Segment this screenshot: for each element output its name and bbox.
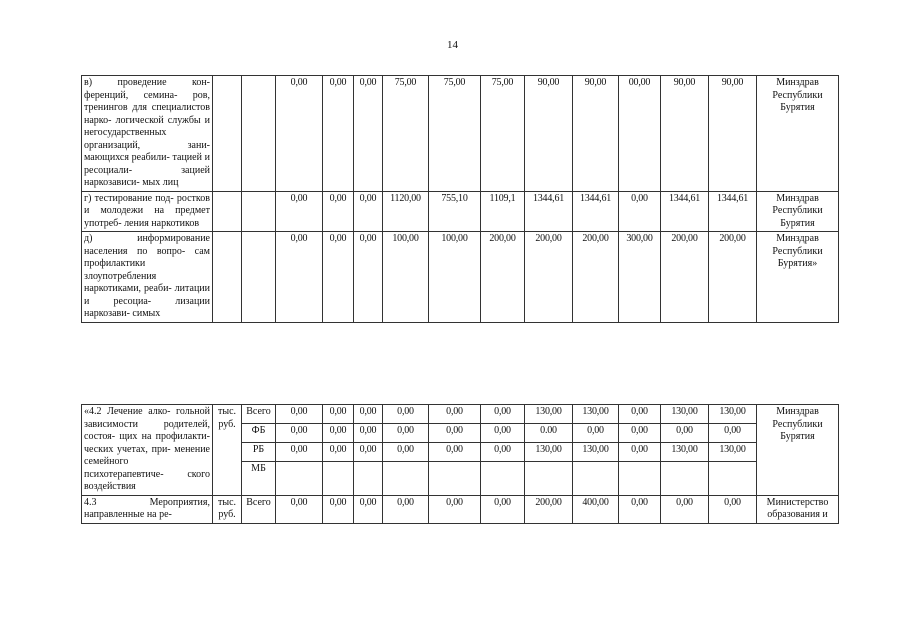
table-row (82, 191, 839, 232)
value-cell: 0,00 (481, 405, 525, 424)
value-cell (276, 461, 323, 495)
activity-name-cell: 4.3 Мероприятия, направленные на ре- (82, 495, 213, 523)
value-cell: 0,00 (323, 232, 354, 323)
value-cell: 200,00 (525, 232, 573, 323)
value-cell (709, 461, 757, 495)
activity-name-cell: д) информирование населения по вопро- сам профилактики злоупотребления наркотиками, реаби- литации и ресоциа- лизации наркозави- симых (82, 232, 213, 323)
table-row (82, 76, 839, 192)
value-cell: 300,00 (619, 232, 661, 323)
funding-source-cell: МБ (242, 461, 276, 495)
program-table-top (81, 75, 839, 323)
value-cell (481, 461, 525, 495)
program-table-bottom (81, 404, 839, 524)
value-cell: 0,00 (709, 495, 757, 523)
value-cell: 0,00 (619, 442, 661, 461)
table-row (82, 232, 839, 323)
value-cell: 0,00 (354, 423, 383, 442)
value-cell: 0,00 (619, 191, 661, 232)
activity-name-cell: г) тестирование под- ростков и молодежи на предмет употреб- ления наркотиков (82, 191, 213, 232)
value-cell: 0,00 (354, 191, 383, 232)
value-cell: 1109,1 (481, 191, 525, 232)
value-cell: 0,00 (323, 423, 354, 442)
value-cell (661, 461, 709, 495)
value-cell: 90,00 (709, 76, 757, 192)
funding-source-cell (242, 191, 276, 232)
responsible-cell: Министерство образования и (757, 495, 839, 523)
value-cell: 0,00 (323, 76, 354, 192)
value-cell: 0,00 (354, 76, 383, 192)
value-cell (525, 461, 573, 495)
value-cell: 400,00 (573, 495, 619, 523)
value-cell: 0,00 (481, 495, 525, 523)
value-cell: 0,00 (354, 232, 383, 323)
value-cell: 130,00 (661, 405, 709, 424)
value-cell: 200,00 (709, 232, 757, 323)
activity-name-cell: в) проведение кон- ференций, семина- ров, тренингов для специалистов нарко- логической службы и негосударственных организаций, зани- мающихся реабили- тацией и ресоциали- зацией наркозависи- мых лиц (82, 76, 213, 192)
funding-source-cell: ФБ (242, 423, 276, 442)
value-cell: 0,00 (323, 442, 354, 461)
funding-source-cell (242, 232, 276, 323)
unit-cell (213, 76, 242, 192)
value-cell: 75,00 (383, 76, 429, 192)
value-cell: 1344,61 (709, 191, 757, 232)
value-cell: 0,00 (354, 442, 383, 461)
value-cell: 0,00 (276, 76, 323, 192)
funding-source-cell: Всего (242, 405, 276, 424)
value-cell: 00,00 (619, 76, 661, 192)
value-cell: 130,00 (661, 442, 709, 461)
value-cell: 0,00 (661, 423, 709, 442)
value-cell: 130,00 (525, 405, 573, 424)
value-cell: 0,00 (276, 442, 323, 461)
unit-cell (213, 232, 242, 323)
value-cell (383, 461, 429, 495)
value-cell: 200,00 (573, 232, 619, 323)
value-cell: 1344,61 (573, 191, 619, 232)
value-cell: 1120,00 (383, 191, 429, 232)
value-cell: 0,00 (709, 423, 757, 442)
value-cell: 755,10 (429, 191, 481, 232)
value-cell: 130,00 (525, 442, 573, 461)
value-cell: 0.00 (525, 423, 573, 442)
value-cell: 0,00 (619, 495, 661, 523)
value-cell: 200,00 (661, 232, 709, 323)
value-cell (429, 461, 481, 495)
value-cell: 200,00 (525, 495, 573, 523)
value-cell: 0,00 (383, 442, 429, 461)
value-cell: 0,00 (383, 405, 429, 424)
value-cell: 100,00 (383, 232, 429, 323)
value-cell: 0,00 (573, 423, 619, 442)
value-cell: 75,00 (429, 76, 481, 192)
unit-cell: тыс. руб. (213, 495, 242, 523)
value-cell: 0,00 (429, 495, 481, 523)
value-cell: 90,00 (525, 76, 573, 192)
value-cell: 90,00 (661, 76, 709, 192)
value-cell: 0,00 (383, 423, 429, 442)
value-cell: 90,00 (573, 76, 619, 192)
table-row (82, 405, 839, 424)
value-cell (573, 461, 619, 495)
value-cell: 0,00 (276, 423, 323, 442)
unit-cell: тыс. руб. (213, 405, 242, 496)
value-cell: 1344,61 (525, 191, 573, 232)
value-cell: 0,00 (354, 495, 383, 523)
unit-cell (213, 191, 242, 232)
value-cell: 0,00 (661, 495, 709, 523)
value-cell: 100,00 (429, 232, 481, 323)
value-cell: 0,00 (429, 442, 481, 461)
value-cell: 0,00 (619, 423, 661, 442)
value-cell: 0,00 (323, 191, 354, 232)
value-cell: 0,00 (481, 442, 525, 461)
responsible-cell: Минздрав Республики Бурятия (757, 76, 839, 192)
value-cell: 75,00 (481, 76, 525, 192)
value-cell: 0,00 (429, 405, 481, 424)
funding-source-cell: Всего (242, 495, 276, 523)
value-cell: 0,00 (276, 232, 323, 323)
value-cell: 130,00 (709, 442, 757, 461)
value-cell: 130,00 (709, 405, 757, 424)
value-cell: 130,00 (573, 405, 619, 424)
value-cell: 200,00 (481, 232, 525, 323)
page-number: 14 (447, 39, 458, 51)
value-cell: 0,00 (383, 495, 429, 523)
value-cell: 0,00 (429, 423, 481, 442)
value-cell: 0,00 (619, 405, 661, 424)
value-cell: 0,00 (323, 405, 354, 424)
value-cell (354, 461, 383, 495)
value-cell: 0,00 (323, 495, 354, 523)
value-cell: 0,00 (276, 405, 323, 424)
responsible-cell: Минздрав Республики Бурятия» (757, 232, 839, 323)
value-cell (323, 461, 354, 495)
activity-name-cell: «4.2 Лечение алко- гольной зависимости родителей, состоя- щих на профилакти- ческих учетах, при- менение семейного психотерапевтиче- ского воздействия (82, 405, 213, 496)
value-cell: 130,00 (573, 442, 619, 461)
value-cell: 0,00 (276, 191, 323, 232)
responsible-cell: Минздрав Республики Бурятия (757, 191, 839, 232)
value-cell: 0,00 (481, 423, 525, 442)
value-cell: 0,00 (354, 405, 383, 424)
table-row (82, 495, 839, 523)
funding-source-cell (242, 76, 276, 192)
value-cell: 0,00 (276, 495, 323, 523)
funding-source-cell: РБ (242, 442, 276, 461)
value-cell (619, 461, 661, 495)
responsible-cell: Минздрав Республики Бурятия (757, 405, 839, 496)
value-cell: 1344,61 (661, 191, 709, 232)
